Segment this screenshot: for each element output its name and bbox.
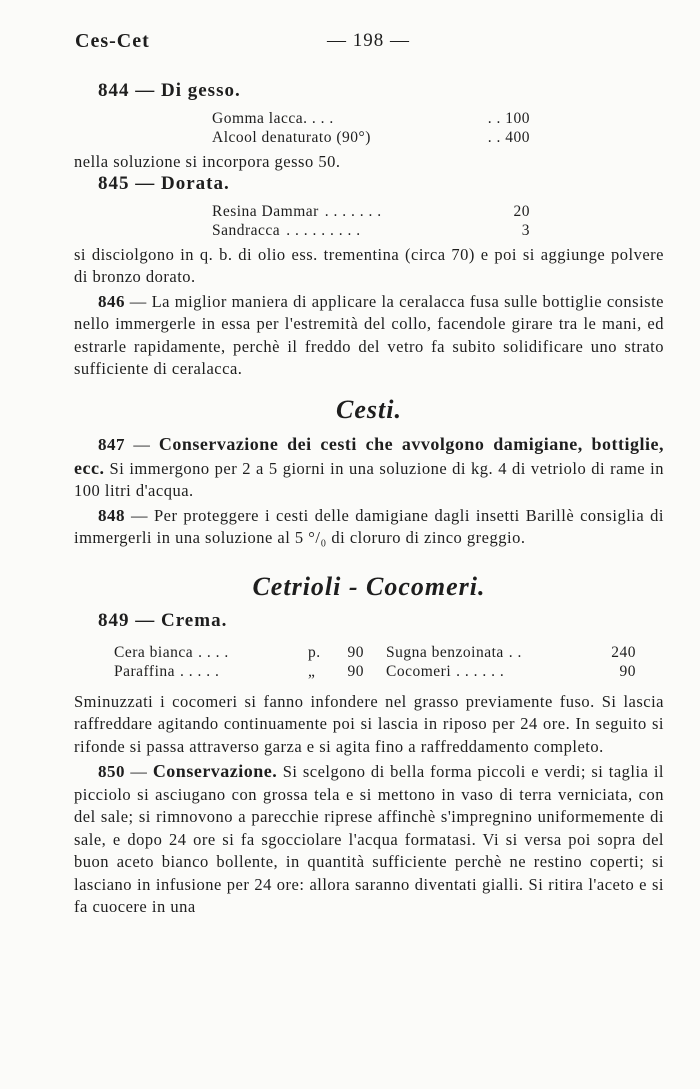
ingredient-row (114, 662, 364, 681)
ingredient-row (212, 202, 530, 221)
ingredient-row (212, 221, 530, 240)
paragraph: si disciolgono in q. b. di olio ess. trementina (circa 70) e poi si aggiunge polvere di bronzo dorato. (74, 244, 664, 286)
ingredient-amount: 3 (521, 221, 530, 239)
section-title-cesti: Cesti. (336, 394, 402, 424)
entry-number: 848 (98, 505, 125, 525)
ingredient-unit: „ (308, 662, 316, 680)
entry-title: Di gesso. (161, 80, 241, 101)
entry-text: Si immergono per 2 a 5 giorni in una soluzione di kg. 4 di vetriolo di rame in 100 litri d'acqua. (74, 458, 664, 500)
entry-845-heading: 845 — Dorata. (98, 173, 230, 194)
entry-846: 846 — La miglior maniera di applicare la ceralacca fusa sulle bottiglie consiste nello immergerle in essa per l'estremità del collo, facendole girare tra le mani, ed estrarle rapidamente, perchè il freddo del vetro fa subito solidificare uno strato sufficiente di ceralacca. (74, 291, 665, 378)
leader-dots: . . . . (303, 109, 334, 127)
entry-title: Conservazione. (152, 761, 278, 781)
page-number: — 198 — (327, 30, 410, 51)
entry-847: 847 — Conservazione dei cesti che avvolgono damigiane, bottiglie, ecc. Si immergono per 2 a 5 giorni in una soluzione di kg. 4 di vetriolo di rame in 100 litri d'acqua. (74, 434, 665, 500)
running-head: Ces-Cet (75, 30, 150, 52)
ingredient-amount: . . 100 (487, 109, 530, 127)
entry-number: 846 (98, 291, 125, 311)
page-header (75, 30, 660, 56)
entry-number: 847 (98, 435, 125, 454)
ingredient-row (386, 662, 636, 681)
ingredient-name: Cocomeri (386, 662, 452, 680)
entry-text: Per proteggere i cesti delle damigiane dagli insetti Barillè consiglia di immergerli in una soluzione al 5 °/₀ di cloruro di zinco greggio. (74, 505, 664, 547)
entry-title: Dorata. (161, 173, 230, 194)
ingredient-name: Sugna benzoinata (386, 643, 504, 661)
ingredient-unit: p. (308, 643, 321, 661)
ingredient-amount: 240 (611, 643, 636, 661)
leader-dots: . . . . (198, 643, 229, 661)
ingredient-row (386, 643, 636, 662)
ingredient-amount: 20 (513, 202, 530, 220)
ingredient-list (212, 109, 530, 147)
ingredient-name: Gomma lacca (212, 109, 304, 127)
paragraph: Sminuzzati i cocomeri si fanno infondere nel grasso previamente fuso. Si lascia raffreddare agitando continuamente poi si lascia in riposo per 24 ore. In seguito si rifonde si passa attraverso garza e si agita fino a raffreddamento completo. (74, 691, 664, 756)
leader-dots: . . . . . . . (324, 202, 382, 220)
leader-dots: . . . . . (180, 662, 220, 680)
ingredient-amount: 90 (619, 662, 636, 680)
entry-848: 848 — Per proteggere i cesti delle damigiane dagli insetti Barillè consiglia di immergerli in una soluzione al 5 °/₀ di cloruro di zinco greggio. (74, 505, 664, 547)
ingredient-name: Resina Dammar (212, 202, 319, 220)
ingredient-row (114, 643, 364, 662)
ingredient-name: Paraffina (114, 662, 176, 680)
entry-text: La miglior maniera di applicare la ceralacca fusa sulle bottiglie consiste nello immergerle in essa per l'estremità del collo, facendole girare tra le mani, ed estrarle rapidamente, perchè il freddo del vetro fa subito solidificare uno strato sufficiente di ceralacca. (74, 291, 665, 378)
ingredient-column-right (386, 643, 636, 681)
entry-849-heading: 849 — Crema. (98, 610, 228, 631)
entry-844-heading: 844 — Di gesso. (98, 80, 241, 101)
ingredient-table (114, 643, 636, 681)
entry-text: Si scelgono di bella forma piccoli e verdi; si taglia il picciolo si asciugano con grossa tela e si mettono in vaso di terra verniciata, con del sale; si rimnovono a parecchie riprese affinchè s'impregnino uniformemente di sale, e dopo 24 ore si fa sgocciolare l'acqua formatasi. Vi si versa poi sopra del buon aceto bianco bollente, in quantità sufficiente perchè ne restino coperti; si lasciano in infusione per 24 ore: allora saranno diventati gialli. Si ritira l'aceto e si fa cuocere in una (74, 762, 664, 916)
ingredient-row (212, 109, 530, 128)
ingredient-name: Sandracca (212, 221, 281, 239)
section-title-cetrioli: Cetrioli - Cocomeri. (252, 571, 486, 601)
leader-dots (371, 128, 450, 147)
leader-dots: . . (508, 643, 522, 661)
ingredient-column-left (114, 643, 364, 681)
entry-number: 850 (98, 762, 125, 781)
ingredient-name: Cera bianca (114, 643, 194, 661)
entry-number: 844 (98, 80, 130, 101)
ingredient-list (212, 202, 530, 240)
ingredient-amount: 90 (347, 643, 364, 661)
entry-number: 845 (98, 173, 130, 194)
entry-title: Crema. (161, 610, 228, 631)
ingredient-name: Alcool denaturato (90°) (212, 128, 371, 146)
paragraph: nella soluzione si incorpora gesso 50. (74, 151, 341, 171)
ingredient-amount: 90 (347, 662, 364, 680)
leader-dots: . . . . . . . . . (286, 221, 361, 239)
entry-850: 850 — Conservazione. Si scelgono di bella forma piccoli e verdi; si taglia il picciolo si asciugano con grossa tela e si mettono in vaso di terra verniciata, con del sale; si rimnovono a parecchie riprese affinchè s'impregnino uniformemente di sale, e dopo 24 ore si fa sgocciolare l'acqua formatasi. Vi si versa poi sopra del buon aceto bianco bollente, in quantità sufficiente perchè ne restino coperti; si lasciano in infusione per 24 ore: allora saranno diventati gialli. Si ritira l'aceto e si fa cuocere in una (74, 761, 664, 916)
entry-title: Conservazione dei cesti che avvolgono damigiane, bottiglie, ecc. (74, 434, 665, 478)
ingredient-row (212, 128, 530, 147)
leader-dots: . . . . . . (456, 662, 505, 680)
ingredient-amount: . . 400 (487, 128, 530, 146)
entry-number: 849 (98, 610, 130, 631)
page-content (74, 72, 664, 919)
